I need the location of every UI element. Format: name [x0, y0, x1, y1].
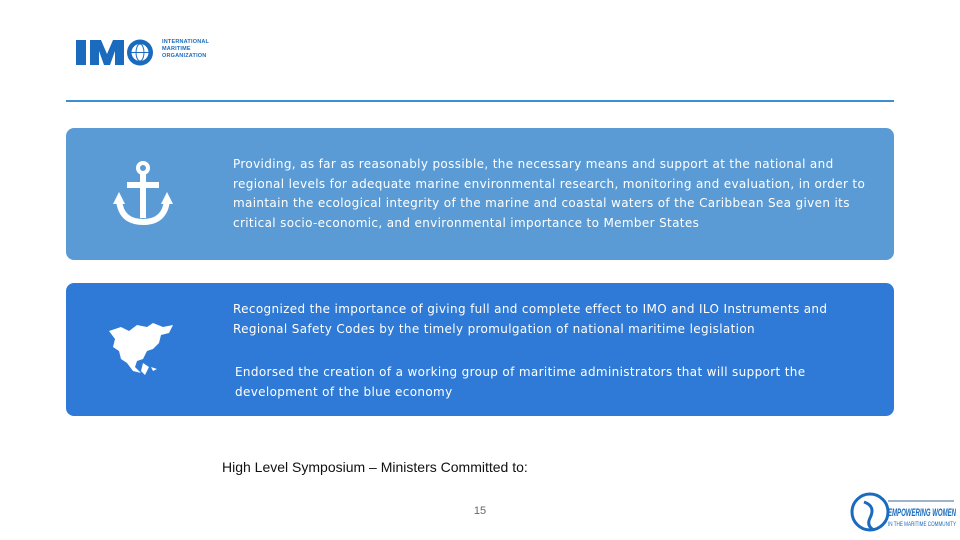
imo-logo-mark — [74, 36, 158, 70]
north-america-map-icon — [107, 321, 175, 377]
empowering-women-logo — [848, 488, 958, 536]
commitment-text-3: Endorsed the creation of a working group of maritime administrators that will support the development of the blue economy — [235, 365, 806, 399]
header-divider — [66, 100, 894, 102]
commitment-card-1 — [66, 128, 894, 260]
commitment-card-2 — [66, 283, 894, 416]
anchor-icon — [113, 160, 173, 226]
logo-line-2: MARITIME — [162, 46, 191, 52]
badge-line-2: IN THE MARITIME COMMUNITY — [888, 522, 956, 528]
badge-line-1: EMPOWERING WOMEN — [888, 507, 957, 519]
logo-line-3: ORGANIZATION — [162, 53, 207, 59]
commitment-text-1: Providing, as far as reasonably possible, the necessary means and support at the national and regional levels for adequate marine environmental research, monitoring and evaluation, in order to maintain the ecological integrity of the marine and coastal waters of the Caribbean Sea given its critical socio-economic, and environmental importance to Member States — [233, 157, 866, 230]
page-number: 15 — [473, 505, 487, 517]
logo-line-1: INTERNATIONAL — [162, 39, 210, 45]
imo-logo — [74, 36, 224, 70]
slide-caption: High Level Symposium – Ministers Committed to: — [222, 459, 528, 475]
logo-wordmark — [162, 39, 209, 60]
commitment-text-2: Recognized the importance of giving full and complete effect to IMO and ILO Instruments and Regional Safety Codes by the timely promulgation of national maritime legislation — [233, 302, 828, 336]
